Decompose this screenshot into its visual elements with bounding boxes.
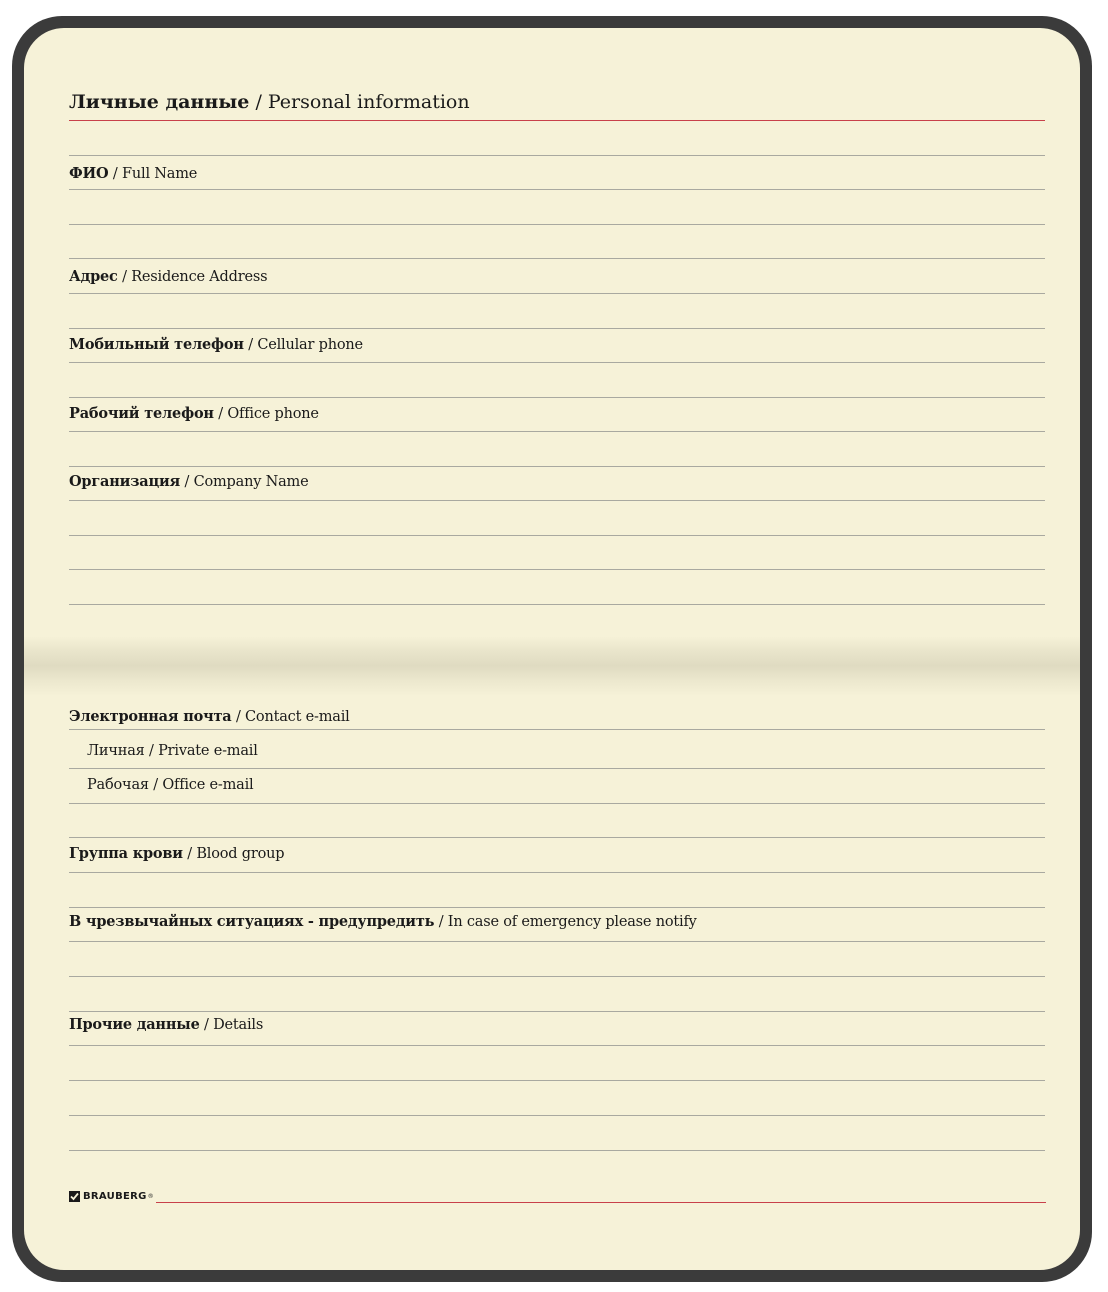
field-details-label: Прочие данные / Details [69, 1016, 264, 1033]
rule-line[interactable] [69, 604, 1045, 605]
field-mobile-label: Мобильный телефон / Cellular phone [69, 336, 363, 353]
notebook-page [24, 28, 1080, 1270]
company-write-line[interactable] [69, 500, 1045, 501]
rule-line[interactable] [69, 1115, 1045, 1116]
field-company-label: Организация / Company Name [69, 473, 309, 490]
email-rule [69, 729, 1045, 730]
details-write-line[interactable] [69, 1045, 1045, 1046]
footer-red-rule [156, 1202, 1046, 1203]
emergency-write-line[interactable] [69, 941, 1045, 942]
field-full-name-label: ФИО / Full Name [69, 165, 198, 182]
rule-line [69, 155, 1045, 156]
field-address-label: Адрес / Residence Address [69, 268, 268, 285]
registered-mark: ® [147, 1193, 154, 1200]
page-title-ru: Личные данные [69, 91, 250, 113]
rule-line[interactable] [69, 1080, 1045, 1081]
rule-line[interactable] [69, 1150, 1045, 1151]
page-fold-shadow [24, 636, 1080, 696]
rule-line[interactable] [69, 397, 1045, 398]
rule-line[interactable] [69, 258, 1045, 259]
rule-line[interactable] [69, 976, 1045, 977]
checkmark-square-icon [69, 1191, 80, 1202]
full-name-write-line[interactable] [69, 189, 1045, 190]
office-email-write-line[interactable] [69, 803, 1045, 804]
rule-line[interactable] [69, 569, 1045, 570]
brand-name: BRAUBERG [83, 1191, 147, 1202]
page-title [69, 90, 470, 114]
field-private-email-label: Личная / Private e-mail [87, 743, 258, 759]
mobile-write-line[interactable] [69, 362, 1045, 363]
rule-line[interactable] [69, 907, 1045, 908]
office-phone-write-line[interactable] [69, 431, 1045, 432]
field-email-label: Электронная почта / Contact e-mail [69, 708, 350, 725]
title-red-rule [69, 120, 1045, 121]
field-office-phone-label: Рабочий телефон / Office phone [69, 405, 319, 422]
rule-line[interactable] [69, 328, 1045, 329]
field-office-email-label: Рабочая / Office e-mail [87, 777, 254, 793]
address-write-line[interactable] [69, 293, 1045, 294]
brand-logo [69, 1191, 154, 1202]
field-blood-label: Группа крови / Blood group [69, 845, 285, 862]
rule-line[interactable] [69, 224, 1045, 225]
field-emergency-label: В чрезвычайных ситуациях - предупредить / In case of emergency please notify [69, 913, 697, 930]
rule-line[interactable] [69, 1011, 1045, 1012]
page-title-en: / Personal information [255, 91, 470, 113]
rule-line[interactable] [69, 535, 1045, 536]
rule-line[interactable] [69, 837, 1045, 838]
blood-write-line[interactable] [69, 872, 1045, 873]
rule-line[interactable] [69, 466, 1045, 467]
private-email-write-line[interactable] [69, 768, 1045, 769]
